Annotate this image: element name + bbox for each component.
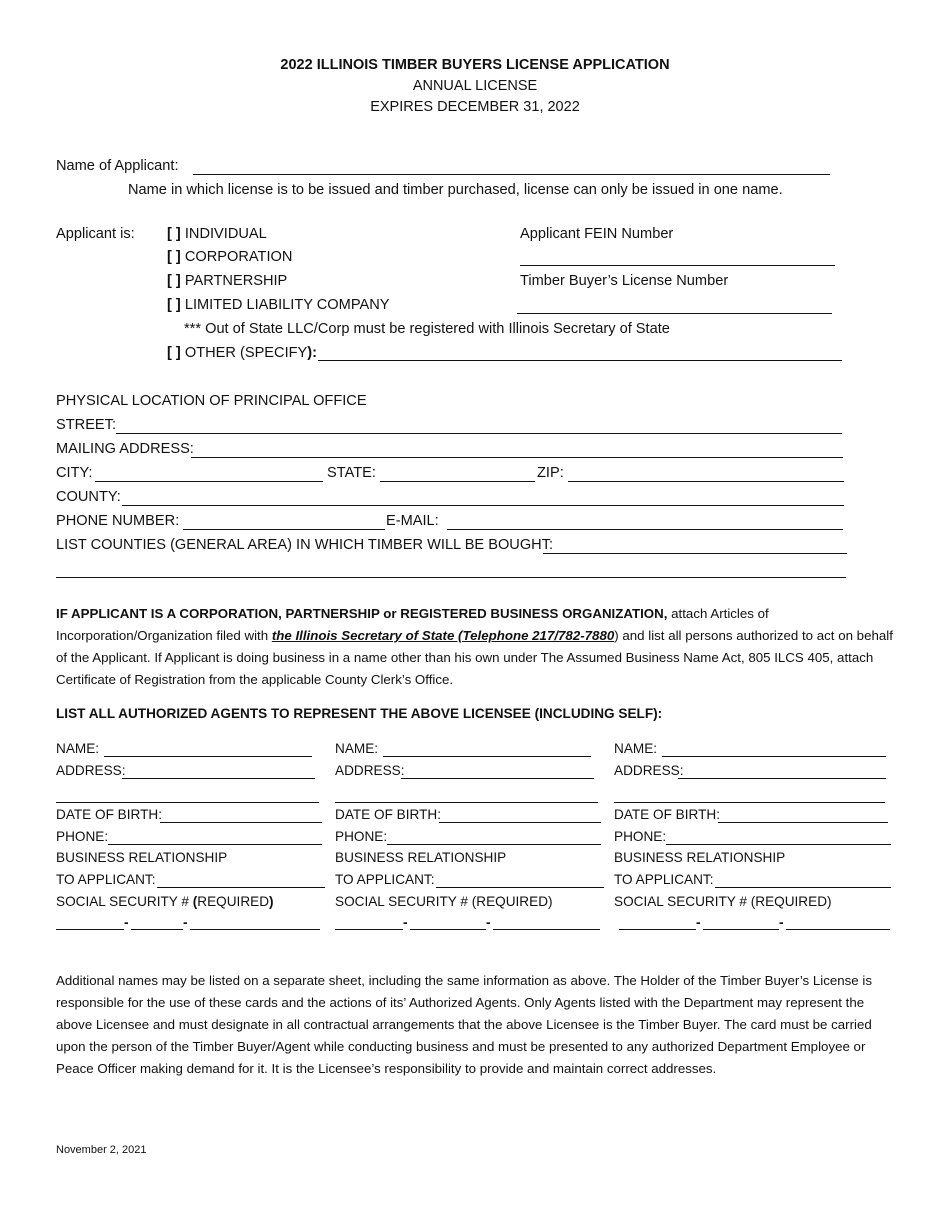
agents-heading: LIST ALL AUTHORIZED AGENTS TO REPRESENT THE ABOVE LICENSEE (INCLUDING SELF):	[56, 706, 663, 721]
agent-2-dob-field[interactable]	[439, 822, 601, 823]
license-number-field[interactable]	[517, 313, 832, 314]
applicant-name-note: Name in which license is to be issued and timber purchased, license can only be issued in one name.	[128, 182, 783, 198]
agent-3-phone-field[interactable]	[666, 844, 891, 845]
street-field[interactable]	[116, 433, 842, 434]
agent-2-phone-field[interactable]	[387, 844, 601, 845]
agent-3-relationship-field[interactable]	[715, 887, 891, 888]
agent-2-name-label: NAME:	[335, 741, 379, 756]
secretary-of-state-reference: the Illinois Secretary of State (Telephone 217/782-7880	[271, 628, 615, 643]
agent-1-dob-label: DATE OF BIRTH:	[56, 807, 162, 822]
form-expiration: EXPIRES DECEMBER 31, 2022	[370, 99, 580, 115]
agent-3-relationship-label: BUSINESS RELATIONSHIP	[614, 850, 786, 865]
county-label: COUNTY:	[56, 489, 121, 505]
agent-2-ssn-label: SOCIAL SECURITY # (REQUIRED)	[335, 894, 553, 909]
type-individual-option[interactable]	[167, 226, 267, 242]
agent-2-to-applicant-label: TO APPLICANT:	[335, 872, 435, 887]
agent-2-ssn-part-1[interactable]	[335, 929, 403, 930]
additional-names-notice: Additional names may be listed on a separate sheet, including the same information as above. The Holder of the Timber Buyer’s License is responsible for the use of these cards and the actions of its’ Authorized Agents. Only Agents listed with the Department may represent the above Licensee and must designate in all contractual arrangements that the above Licensee is the Timber Buyer. The card must be carried upon the person of the Timber Buyer/Agent while conducting business and must be presented to any authorized Department Employee or Peace Officer making demand for it. It is the Licensee’s responsibility to provide and maintain correct addresses.	[56, 973, 872, 1076]
agent-1-phone-field[interactable]	[108, 844, 322, 845]
agent-1-address-line-2[interactable]	[56, 802, 319, 803]
mailing-address-field[interactable]	[191, 457, 843, 458]
checkbox-individual[interactable]: [ ]	[167, 226, 181, 242]
agent-3-phone-label: PHONE:	[614, 829, 667, 844]
corporation-notice-text-2: ) and list all persons authorized to act on behalf of the Applicant. If Applicant is doing business in a name other than his own under The Assumed Business Name Act, 805 ILCS 405, attach Certificate of Registration from the applicable County Clerk’s Office.	[56, 628, 893, 687]
counties-field[interactable]	[543, 553, 847, 554]
agent-3-address-field[interactable]	[678, 778, 886, 779]
type-llc-label: LIMITED LIABILITY COMPANY	[184, 297, 390, 313]
checkbox-corporation[interactable]: [ ]	[167, 249, 181, 265]
agent-2-ssn-part-3[interactable]	[493, 929, 600, 930]
state-field[interactable]	[380, 481, 535, 482]
agent-1-ssn-label: SOCIAL SECURITY # (REQUIRED)	[56, 894, 274, 909]
agent-3-name-field[interactable]	[662, 756, 886, 757]
checkbox-llc[interactable]: [ ]	[167, 297, 181, 313]
type-llc-option[interactable]	[167, 297, 389, 313]
agent-1-ssn-part-1[interactable]	[56, 929, 124, 930]
agent-3-ssn-part-3[interactable]	[786, 929, 890, 930]
form-subtitle: ANNUAL LICENSE	[412, 78, 538, 94]
corporation-notice-text-1: attach Articles of Incorporation/Organization filed with	[56, 606, 769, 643]
agent-3-address-line-2[interactable]	[614, 802, 885, 803]
counties-label: LIST COUNTIES (GENERAL AREA) IN WHICH TIMBER WILL BE BOUGHT:	[56, 537, 554, 553]
other-specify-field[interactable]	[318, 360, 842, 361]
agent-1-phone-label: PHONE:	[56, 829, 109, 844]
agent-1-ssn-part-3[interactable]	[190, 929, 320, 930]
agent-3-ssn-part-2[interactable]	[703, 929, 779, 930]
applicant-type-label: Applicant is:	[56, 226, 135, 242]
agent-3-dob-field[interactable]	[718, 822, 888, 823]
agent-1-address-label: ADDRESS:	[56, 763, 126, 778]
agent-2-name-field[interactable]	[383, 756, 591, 757]
agent-3-address-label: ADDRESS:	[614, 763, 684, 778]
zip-field[interactable]	[568, 481, 844, 482]
agent-2-relationship-label: BUSINESS RELATIONSHIP	[335, 850, 507, 865]
type-other-label: OTHER (SPECIFY	[184, 345, 308, 361]
agent-1-to-applicant-label: TO APPLICANT:	[56, 872, 156, 887]
fein-label: Applicant FEIN Number	[520, 226, 674, 242]
agent-2-ssn-part-2[interactable]	[410, 929, 486, 930]
agent-2-address-label: ADDRESS:	[335, 763, 405, 778]
email-field[interactable]	[447, 529, 843, 530]
agent-2-phone-label: PHONE:	[335, 829, 388, 844]
revision-date: November 2, 2021	[56, 1144, 147, 1156]
email-label: E-MAIL:	[386, 513, 439, 529]
checkbox-partnership[interactable]: [ ]	[167, 273, 181, 289]
state-label: STATE:	[327, 465, 376, 481]
phone-number-field[interactable]	[183, 529, 385, 530]
type-other-option[interactable]	[167, 345, 317, 361]
street-label: STREET:	[56, 417, 117, 433]
type-corporation-option[interactable]	[167, 249, 292, 265]
llc-registration-note: *** Out of State LLC/Corp must be registered with Illinois Secretary of State	[184, 321, 670, 337]
type-corporation-label: CORPORATION	[184, 249, 293, 265]
agent-3-dob-label: DATE OF BIRTH:	[614, 807, 720, 822]
type-partnership-option[interactable]	[167, 273, 287, 289]
corporation-notice-lead: IF APPLICANT IS A CORPORATION, PARTNERSHIP or REGISTERED BUSINESS ORGANIZATION,	[56, 606, 668, 621]
agent-1-relationship-field[interactable]	[157, 887, 325, 888]
form-title: 2022 ILLINOIS TIMBER BUYERS LICENSE APPLICATION	[280, 57, 670, 73]
agent-3-to-applicant-label: TO APPLICANT:	[614, 872, 714, 887]
agent-2-relationship-field[interactable]	[436, 887, 604, 888]
agent-3-name-label: NAME:	[614, 741, 658, 756]
location-heading: PHYSICAL LOCATION OF PRINCIPAL OFFICE	[56, 393, 367, 409]
agent-2-dob-label: DATE OF BIRTH:	[335, 807, 441, 822]
agent-2-address-line-2[interactable]	[335, 802, 598, 803]
counties-field-continued[interactable]	[56, 577, 846, 578]
agent-1-dob-field[interactable]	[160, 822, 322, 823]
agent-3-ssn-part-1[interactable]	[619, 929, 696, 930]
county-field[interactable]	[122, 505, 844, 506]
zip-label: ZIP:	[537, 465, 564, 481]
phone-number-label: PHONE NUMBER:	[56, 513, 180, 529]
applicant-name-label: Name of Applicant:	[56, 158, 179, 174]
type-partnership-label: PARTNERSHIP	[184, 273, 288, 289]
fein-field[interactable]	[520, 265, 835, 266]
type-individual-label: INDIVIDUAL	[184, 226, 267, 242]
city-label: CITY:	[56, 465, 93, 481]
agent-2-address-field[interactable]	[401, 778, 594, 779]
agent-3-ssn-label: SOCIAL SECURITY # (REQUIRED)	[614, 894, 832, 909]
applicant-name-field[interactable]	[193, 174, 830, 175]
agent-1-address-field[interactable]	[122, 778, 315, 779]
city-field[interactable]	[95, 481, 323, 482]
corporation-notice	[56, 603, 894, 691]
agent-1-relationship-label: BUSINESS RELATIONSHIP	[56, 850, 228, 865]
agent-1-name-field[interactable]	[104, 756, 312, 757]
license-number-label: Timber Buyer’s License Number	[520, 273, 729, 289]
mailing-address-label: MAILING ADDRESS:	[56, 441, 194, 457]
agent-1-ssn-part-2[interactable]	[131, 929, 183, 930]
agent-1-name-label: NAME:	[56, 741, 100, 756]
type-other-colon: ):	[307, 345, 318, 361]
checkbox-other[interactable]: [ ]	[167, 345, 181, 361]
